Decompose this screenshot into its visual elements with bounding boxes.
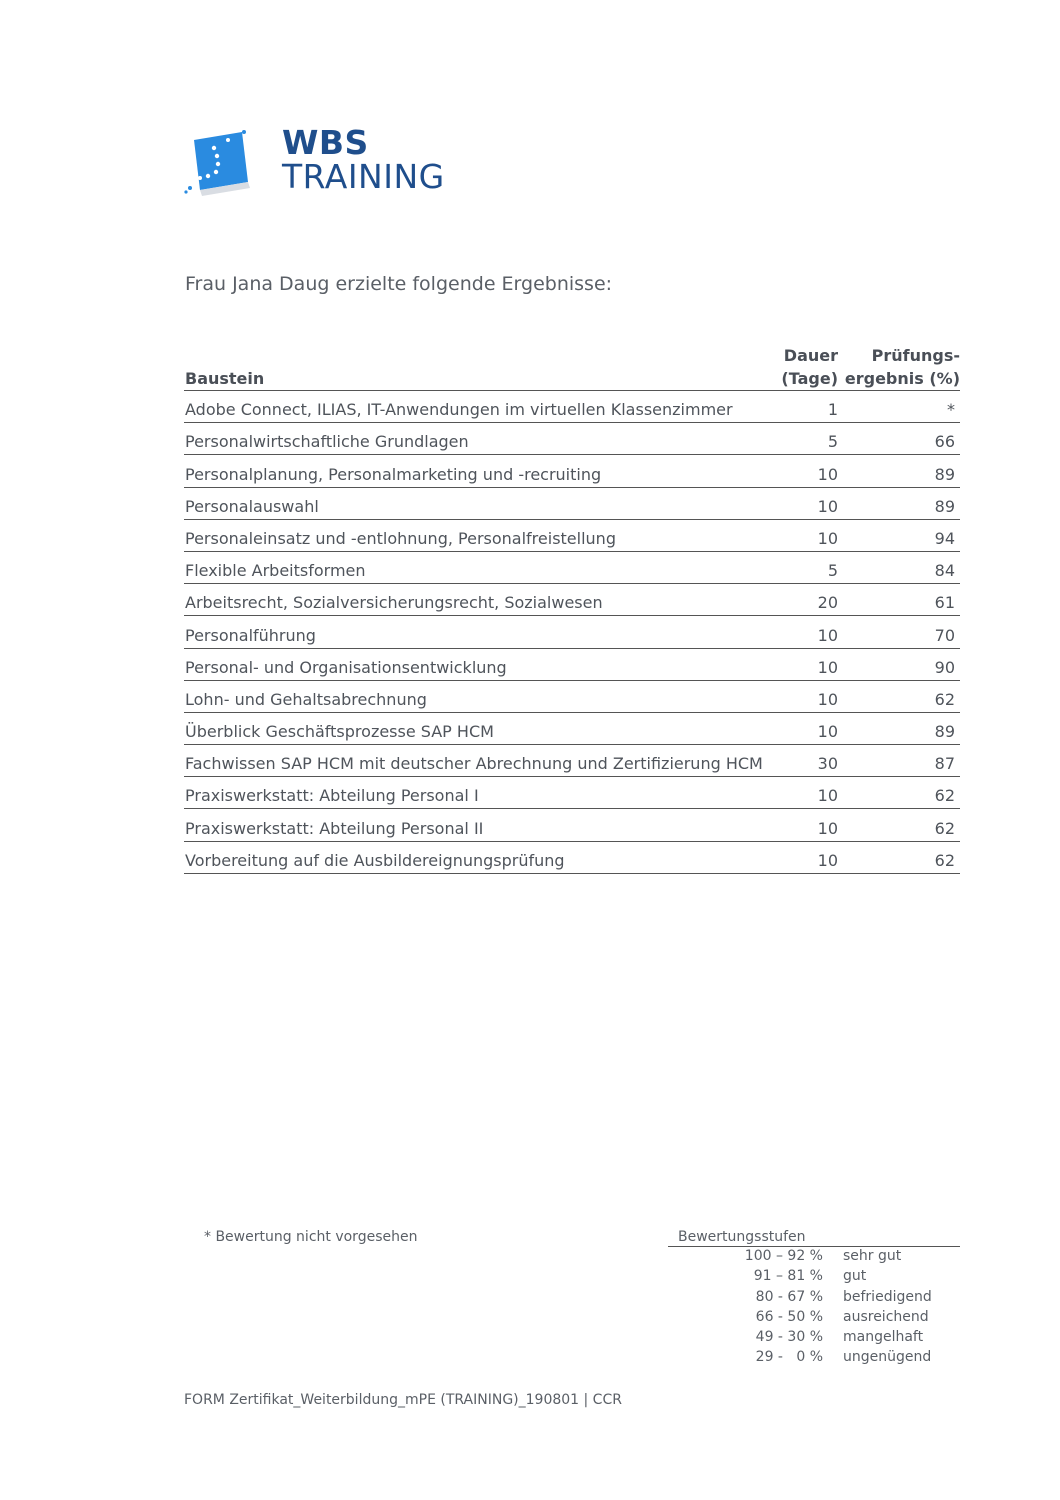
module-name: Arbeitsrecht, Sozialversicherungsrecht, Sozialwesen — [185, 593, 603, 613]
grading-scale-row — [668, 1348, 960, 1368]
wbs-logo — [184, 122, 474, 206]
module-ergebnis: 62 — [934, 850, 955, 870]
module-dauer: 20 — [817, 593, 838, 613]
table-row — [184, 552, 960, 584]
grading-range: 91 – 81 % — [753, 1268, 823, 1285]
grading-scale-row — [668, 1308, 960, 1328]
table-row — [184, 777, 960, 809]
table-row — [184, 809, 960, 841]
module-ergebnis: 90 — [934, 657, 955, 677]
module-dauer: 10 — [817, 786, 838, 806]
module-ergebnis: 87 — [934, 754, 955, 774]
table-header — [184, 342, 960, 391]
grading-label: mangelhaft — [843, 1329, 924, 1346]
grading-range: 100 – 92 % — [744, 1248, 823, 1264]
module-ergebnis: * — [947, 400, 955, 420]
module-name: Praxiswerkstatt: Abteilung Personal I — [185, 786, 479, 806]
table-row — [184, 423, 960, 455]
header-dauer — [781, 344, 838, 390]
grading-range: 29 - 0 % — [755, 1349, 823, 1366]
header-pruefungsergebnis — [845, 344, 960, 390]
header-baustein: Baustein — [185, 369, 265, 388]
module-dauer: 1 — [827, 400, 838, 420]
grading-scale — [668, 1228, 960, 1369]
module-ergebnis: 61 — [934, 593, 955, 613]
header-dauer-line-2: (Tage) — [781, 369, 838, 388]
module-dauer: 10 — [817, 818, 838, 838]
grading-range: 66 - 50 % — [755, 1308, 823, 1325]
module-dauer: 10 — [817, 689, 838, 709]
wbs-logo-mark-icon — [184, 126, 264, 206]
module-dauer: 10 — [817, 625, 838, 645]
grading-label: ungenügend — [843, 1349, 932, 1366]
header-pruef-line-1: Prüfungs- — [871, 346, 960, 365]
grading-scale-row — [668, 1267, 960, 1287]
results-table — [184, 342, 960, 874]
module-dauer: 10 — [817, 464, 838, 484]
grading-scale-title: Bewertungsstufen — [668, 1228, 960, 1247]
header-dauer-line-1: Dauer — [783, 346, 838, 365]
table-row — [184, 745, 960, 777]
module-name: Lohn- und Gehaltsabrechnung — [185, 689, 427, 709]
module-dauer: 10 — [817, 657, 838, 677]
grading-label: gut — [843, 1268, 867, 1285]
grading-range: 49 - 30 % — [755, 1329, 823, 1346]
module-name: Personalwirtschaftliche Grundlagen — [185, 432, 469, 452]
module-ergebnis: 84 — [934, 561, 955, 581]
table-row — [184, 455, 960, 487]
table-row — [184, 616, 960, 648]
module-dauer: 10 — [817, 496, 838, 516]
module-dauer: 5 — [827, 432, 838, 452]
module-dauer: 30 — [817, 754, 838, 774]
grading-scale-row — [668, 1328, 960, 1348]
module-name: Praxiswerkstatt: Abteilung Personal II — [185, 818, 484, 838]
table-row — [184, 391, 960, 423]
module-name: Überblick Geschäftsprozesse SAP HCM — [185, 722, 494, 742]
form-code: FORM Zertifikat_Weiterbildung_mPE (TRAINING)_190801 | CCR — [184, 1392, 622, 1408]
grading-scale-rows — [668, 1247, 960, 1369]
grading-label: befriedigend — [843, 1288, 932, 1305]
module-ergebnis: 89 — [934, 722, 955, 742]
module-name: Fachwissen SAP HCM mit deutscher Abrechnung und Zertifizierung HCM — [185, 754, 763, 774]
module-name: Adobe Connect, ILIAS, IT-Anwendungen im virtuellen Klassenzimmer — [185, 400, 733, 420]
module-name: Personaleinsatz und -entlohnung, Personalfreistellung — [185, 528, 616, 548]
table-row — [184, 584, 960, 616]
module-name: Vorbereitung auf die Ausbildereignungsprüfung — [185, 850, 565, 870]
module-ergebnis: 94 — [934, 528, 955, 548]
table-body — [184, 391, 960, 874]
module-ergebnis: 62 — [934, 818, 955, 838]
module-name: Personalplanung, Personalmarketing und -recruiting — [185, 464, 602, 484]
module-name: Personalauswahl — [185, 496, 319, 516]
module-ergebnis: 70 — [934, 625, 955, 645]
module-dauer: 10 — [817, 528, 838, 548]
table-row — [184, 520, 960, 552]
module-ergebnis: 66 — [934, 432, 955, 452]
table-row — [184, 649, 960, 681]
module-dauer: 10 — [817, 722, 838, 742]
intro-text: Frau Jana Daug erzielte folgende Ergebnisse: — [185, 273, 613, 295]
wbs-logo-wordmark — [282, 123, 445, 196]
table-row — [184, 488, 960, 520]
logo-line-2: TRAINING — [282, 157, 445, 196]
module-dauer: 5 — [827, 561, 838, 581]
grading-label: sehr gut — [843, 1248, 902, 1264]
table-row — [184, 681, 960, 713]
module-ergebnis: 62 — [934, 689, 955, 709]
module-name: Flexible Arbeitsformen — [185, 561, 366, 581]
module-ergebnis: 89 — [934, 496, 955, 516]
table-row — [184, 842, 960, 874]
table-row — [184, 713, 960, 745]
grading-scale-row — [668, 1288, 960, 1308]
grading-scale-row — [668, 1247, 960, 1267]
module-name: Personalführung — [185, 625, 316, 645]
logo-line-1: WBS — [282, 123, 369, 162]
module-ergebnis: 89 — [934, 464, 955, 484]
grading-range: 80 - 67 % — [755, 1288, 823, 1305]
module-ergebnis: 62 — [934, 786, 955, 806]
module-dauer: 10 — [817, 850, 838, 870]
grading-label: ausreichend — [843, 1308, 929, 1325]
footnote: * Bewertung nicht vorgesehen — [204, 1229, 418, 1245]
header-pruef-line-2: ergebnis (%) — [844, 369, 960, 388]
module-name: Personal- und Organisationsentwicklung — [185, 657, 507, 677]
